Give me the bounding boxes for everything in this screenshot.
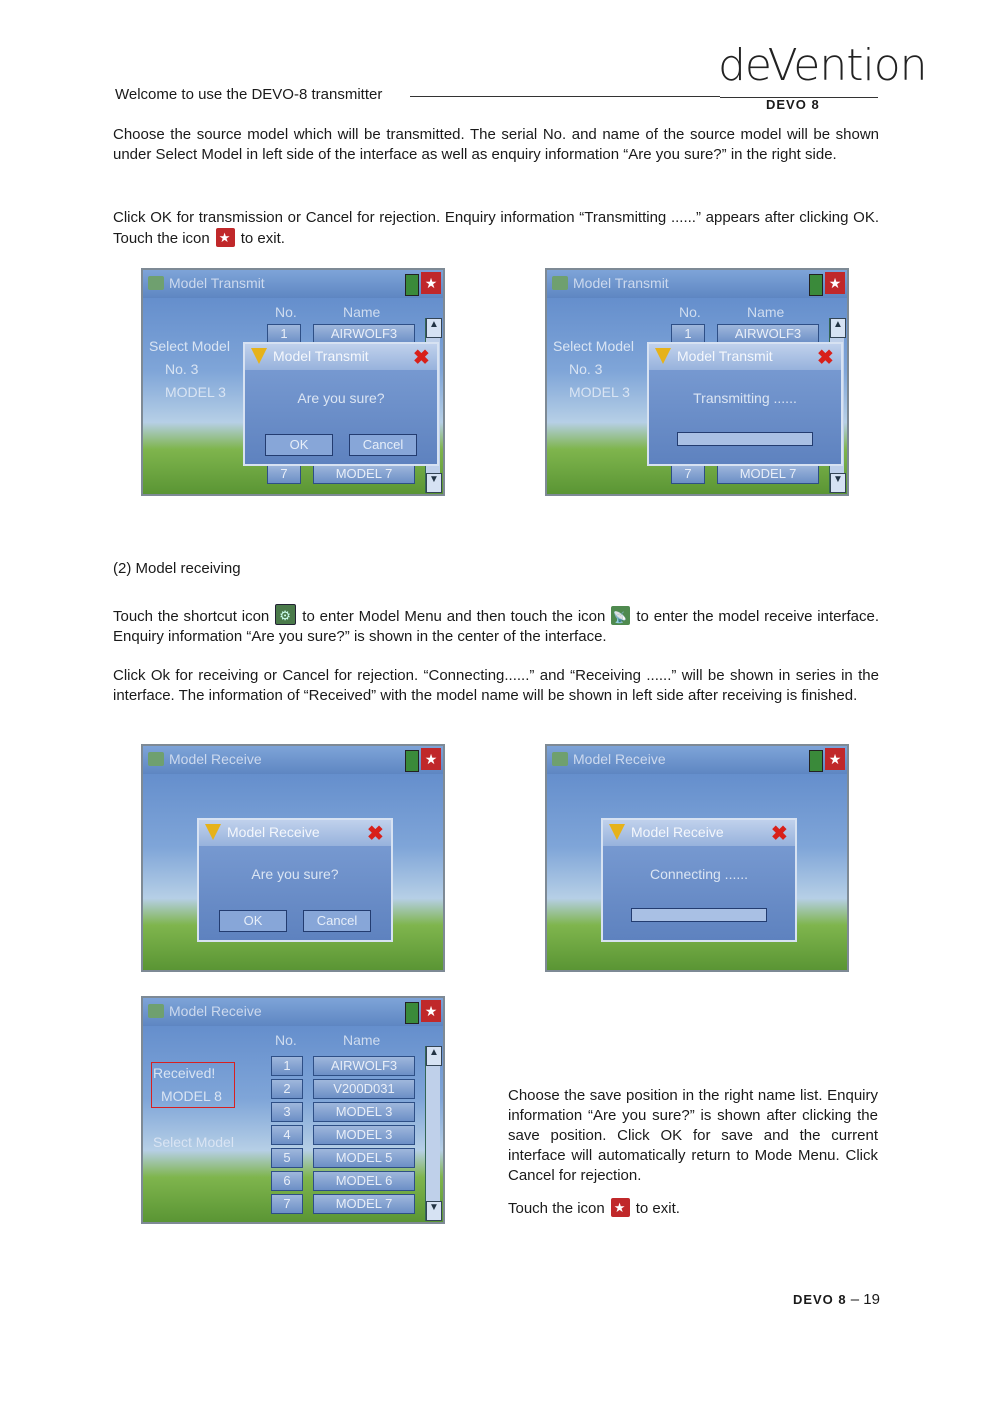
screen-title: Model Receive — [573, 751, 666, 767]
row-name-1[interactable]: AIRWOLF3 — [717, 324, 819, 344]
dialog-titlebar — [649, 344, 841, 370]
battery-icon — [405, 750, 419, 772]
dialog-message: Are you sure? — [297, 390, 385, 406]
titlebar — [547, 270, 847, 298]
paragraph-receiving: Click Ok for receiving or Cancel for rejection. “Connecting......” and “Receiving ......” will be shown in series in the interface. The information of “Received” with the model name will be shown in left side after receiving is finished. — [113, 667, 879, 705]
section-heading: (2) Model receiving — [113, 560, 241, 577]
cancel-button[interactable]: Cancel — [349, 434, 417, 456]
progress-dialog — [601, 818, 797, 942]
paragraph-exit-a: Touch the icon — [508, 1200, 605, 1217]
selected-name: MODEL 3 — [569, 384, 630, 400]
column-name: Name — [343, 1032, 381, 1048]
dialog-message: Transmitting ...... — [693, 390, 797, 406]
paragraph-exit-b: to exit. — [635, 1200, 680, 1217]
column-no: No. — [275, 1032, 297, 1048]
dialog-titlebar — [603, 820, 795, 846]
close-icon[interactable]: ✖ — [817, 347, 834, 369]
paragraph-source-model: Choose the source model which will be transmitted. The serial No. and name of the source model will be shown under Select Model in left side of the interface as well as enquiry information “Are you sure?” in the right side. — [113, 126, 879, 164]
select-model-label: Select Model — [153, 1134, 234, 1150]
devo8-logo-subtitle: DEVO 8 — [766, 97, 820, 112]
exit-icon — [611, 1198, 630, 1217]
screen-title: Model Transmit — [573, 275, 669, 291]
dialog-title: Model Receive — [227, 824, 320, 840]
progress-dialog — [647, 342, 843, 466]
received-label: Received! — [153, 1065, 216, 1081]
progress-bar — [677, 432, 813, 446]
exit-icon[interactable]: ★ — [421, 1000, 441, 1022]
selected-no: No. 3 — [165, 361, 199, 377]
row-no[interactable]: 6 — [271, 1171, 303, 1191]
row-no-1[interactable]: 1 — [267, 324, 301, 344]
header-rule — [410, 96, 720, 97]
row-name[interactable]: MODEL 5 — [313, 1148, 415, 1168]
titlebar — [547, 746, 847, 774]
progress-bar — [631, 908, 767, 922]
header-welcome: Welcome to use the DEVO-8 transmitter — [115, 86, 383, 103]
row-name[interactable]: V200D031 — [313, 1079, 415, 1099]
exit-icon[interactable]: ★ — [421, 272, 441, 294]
battery-icon — [809, 750, 823, 772]
scroll-up-icon[interactable]: ▲ — [830, 318, 846, 338]
paragraph-save-position: Choose the save position in the right name list. Enquiry information “Are you sure?” is shown after clicking the save position. Click OK for save and the current interface will automatically return to Mode Menu. Click Cancel for rejection. — [508, 1087, 878, 1184]
close-icon[interactable]: ✖ — [367, 823, 384, 845]
scrollbar[interactable] — [425, 1046, 440, 1221]
row-name[interactable]: MODEL 6 — [313, 1171, 415, 1191]
receive-icon — [611, 606, 630, 625]
ok-button[interactable]: OK — [265, 434, 333, 456]
titlebar — [143, 746, 443, 774]
row-name[interactable]: MODEL 7 — [313, 1194, 415, 1214]
battery-icon — [405, 1002, 419, 1024]
selected-name: MODEL 3 — [165, 384, 226, 400]
row-no-1[interactable]: 1 — [671, 324, 705, 344]
row-name[interactable]: AIRWOLF3 — [313, 1056, 415, 1076]
row-no-7[interactable]: 7 — [671, 464, 705, 484]
scroll-down-icon[interactable]: ▼ — [426, 1201, 442, 1221]
scroll-down-icon[interactable]: ▼ — [830, 473, 846, 493]
page-footer — [793, 1291, 880, 1308]
paragraph-receive-c: to enter the model receive interface. Enquiry information “Are you sure?” is shown in the center of the interface. — [113, 608, 880, 646]
dialog-title: Model Transmit — [677, 348, 773, 364]
paragraph-exit — [508, 1198, 878, 1219]
row-no[interactable]: 3 — [271, 1102, 303, 1122]
selected-no: No. 3 — [569, 361, 603, 377]
row-no[interactable]: 4 — [271, 1125, 303, 1145]
devention-logo: deVention — [718, 40, 927, 91]
ok-button[interactable]: OK — [219, 910, 287, 932]
dialog-titlebar — [199, 820, 391, 846]
scroll-up-icon[interactable]: ▲ — [426, 318, 442, 338]
transmit-icon — [552, 276, 568, 290]
shortcut-icon — [275, 604, 296, 625]
paragraph-receive-a: Touch the shortcut icon — [113, 608, 270, 625]
row-no[interactable]: 5 — [271, 1148, 303, 1168]
titlebar — [143, 998, 443, 1026]
dialog-title: Model Receive — [631, 824, 724, 840]
close-icon[interactable]: ✖ — [413, 347, 430, 369]
dialog-message: Connecting ...... — [649, 866, 749, 882]
row-name-7[interactable]: MODEL 7 — [313, 464, 415, 484]
row-no[interactable]: 1 — [271, 1056, 303, 1076]
scroll-down-icon[interactable]: ▼ — [426, 473, 442, 493]
row-no[interactable]: 7 — [271, 1194, 303, 1214]
exit-icon[interactable]: ★ — [825, 748, 845, 770]
column-no: No. — [275, 304, 297, 320]
warning-icon — [609, 824, 625, 840]
battery-icon — [809, 274, 823, 296]
paragraph-receive-enter — [113, 604, 879, 648]
exit-icon[interactable]: ★ — [825, 272, 845, 294]
paragraph-transmit-b: to exit. — [240, 230, 285, 248]
screen-transmit-confirm — [141, 268, 445, 496]
screen-receive-confirm — [141, 744, 445, 972]
warning-icon — [205, 824, 221, 840]
select-model-label: Select Model — [553, 338, 634, 354]
column-name: Name — [343, 304, 381, 320]
scroll-up-icon[interactable]: ▲ — [426, 1046, 442, 1066]
screen-title: Model Receive — [169, 751, 262, 767]
footer-brand: DEVO 8 — [792, 1292, 847, 1307]
warning-icon — [655, 348, 671, 364]
row-name[interactable]: MODEL 3 — [313, 1102, 415, 1122]
dialog-title: Model Transmit — [273, 348, 369, 364]
receive-icon — [148, 1004, 164, 1018]
column-name: Name — [747, 304, 785, 320]
row-name-1[interactable]: AIRWOLF3 — [313, 324, 415, 344]
receive-icon — [552, 752, 568, 766]
screen-transmit-progress — [545, 268, 849, 496]
screen-receive-connecting — [545, 744, 849, 972]
confirm-dialog — [197, 818, 393, 942]
receive-icon — [148, 752, 164, 766]
exit-icon[interactable]: ★ — [421, 748, 441, 770]
paragraph-receive-b: to enter Model Menu and then touch the icon — [302, 608, 606, 625]
titlebar — [143, 270, 443, 298]
exit-icon — [216, 228, 235, 247]
select-model-label: Select Model — [149, 338, 230, 354]
screen-receive-save — [141, 996, 445, 1224]
transmit-icon — [148, 276, 164, 290]
page-number: – 19 — [850, 1291, 880, 1308]
column-no: No. — [679, 304, 701, 320]
cancel-button[interactable]: Cancel — [303, 910, 371, 932]
paragraph-transmit — [113, 208, 879, 250]
row-name[interactable]: MODEL 3 — [313, 1125, 415, 1145]
dialog-titlebar — [245, 344, 437, 370]
paragraph-transmit-a: Click OK for transmission or Cancel for rejection. Enquiry information “Transmitting ......” appears after clicking OK. Touch the icon — [113, 209, 879, 248]
battery-icon — [405, 274, 419, 296]
confirm-dialog — [243, 342, 439, 466]
dialog-message: Are you sure? — [251, 866, 339, 882]
warning-icon — [251, 348, 267, 364]
row-no-7[interactable]: 7 — [267, 464, 301, 484]
row-no[interactable]: 2 — [271, 1079, 303, 1099]
screen-title: Model Transmit — [169, 275, 265, 291]
received-model: MODEL 8 — [161, 1088, 222, 1104]
screen-title: Model Receive — [169, 1003, 262, 1019]
close-icon[interactable]: ✖ — [771, 823, 788, 845]
row-name-7[interactable]: MODEL 7 — [717, 464, 819, 484]
